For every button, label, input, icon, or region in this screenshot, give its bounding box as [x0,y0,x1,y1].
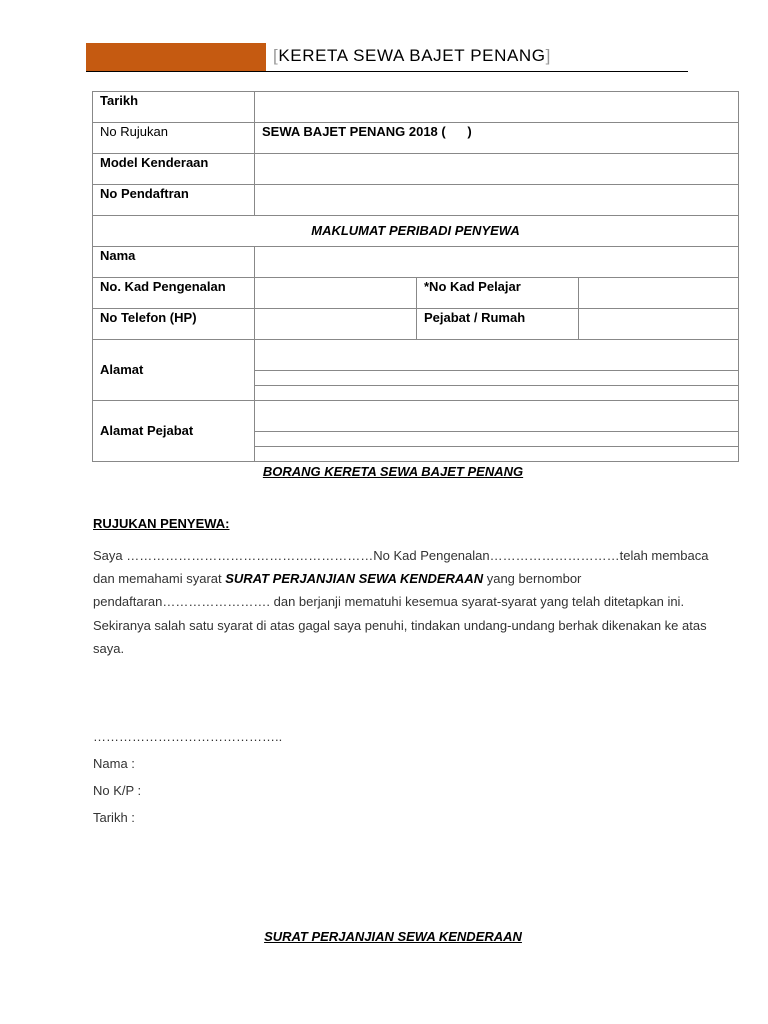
kad-pelajar-field[interactable] [579,278,739,309]
paragraph-part-2: yang bernombor pendaftaran……………………. dan berjanji mematuhi kesemua syarat-syarat yang telah ditetapkan ini. Sekiranya salah satu syarat di atas gagal saya penuhi, tindakan undang-undang berhak dikenakan ke atas saya. [93,571,707,656]
table-row [93,278,739,309]
table-row [93,123,739,154]
nama-label: Nama [93,247,255,278]
table-row [93,92,739,123]
table-row [93,247,739,278]
table-row [93,216,739,247]
no-rujukan-label: No Rujukan [93,123,255,154]
tarikh-label: Tarikh [93,92,255,123]
table-row [93,340,739,371]
alamat-label: Alamat [93,340,255,401]
kad-pengenalan-field[interactable] [255,278,417,309]
tarikh-field[interactable] [255,92,739,123]
model-kenderaan-label: Model Kenderaan [93,154,255,185]
no-pendaftran-field[interactable] [255,185,739,216]
kad-pelajar-label: *No Kad Pelajar [417,278,579,309]
alamat-field-line-2[interactable] [255,371,739,386]
header-rule [86,71,688,72]
pejabat-rumah-label: Pejabat / Rumah [417,309,579,340]
footer-title: SURAT PERJANJIAN SEWA KENDERAAN [264,929,522,944]
telefon-field[interactable] [255,309,417,340]
table-row [93,154,739,185]
page-title [273,46,551,66]
alamat-pejabat-field-line-1[interactable] [255,401,739,432]
paragraph-part-1: Saya …………………………………………………No Kad Pengenalan…………………………telah membaca dan memahami syarat [93,548,709,587]
form-caption: BORANG KERETA SEWA BAJET PENANG [262,464,524,479]
signature-line: …………………………………….. [93,729,283,744]
paragraph-bold-term: SURAT PERJANJIAN SEWA KENDERAAN [225,571,484,587]
no-pendaftran-label: No Pendaftran [93,185,255,216]
kad-pengenalan-label: No. Kad Pengenalan [93,278,255,309]
title-bracket-open: [ [273,46,279,65]
table-row [93,309,739,340]
model-kenderaan-field[interactable] [255,154,739,185]
alamat-field-line-3[interactable] [255,386,739,401]
nama-field[interactable] [255,247,739,278]
signature-nokp: No K/P : [93,783,142,798]
header-accent-bar [86,43,266,72]
table-row [93,401,739,432]
title-bracket-close: ] [545,46,551,65]
section-title: MAKLUMAT PERIBADI PENYEWA [93,216,739,247]
no-rujukan-value[interactable]: SEWA BAJET PENANG 2018 ( ) [255,123,739,154]
pejabat-rumah-field[interactable] [579,309,739,340]
alamat-pejabat-label: Alamat Pejabat [93,401,255,462]
signature-nama: Nama : [93,756,135,771]
signature-tarikh: Tarikh : [93,810,135,825]
rujukan-paragraph [93,544,713,660]
alamat-pejabat-field-line-3[interactable] [255,447,739,462]
rujukan-heading: RUJUKAN PENYEWA: [93,516,230,531]
table-row [93,185,739,216]
alamat-field-line-1[interactable] [255,340,739,371]
telefon-label: No Telefon (HP) [93,309,255,340]
rental-form-table [92,91,739,462]
title-text: KERETA SEWA BAJET PENANG [278,46,546,65]
alamat-pejabat-field-line-2[interactable] [255,432,739,447]
